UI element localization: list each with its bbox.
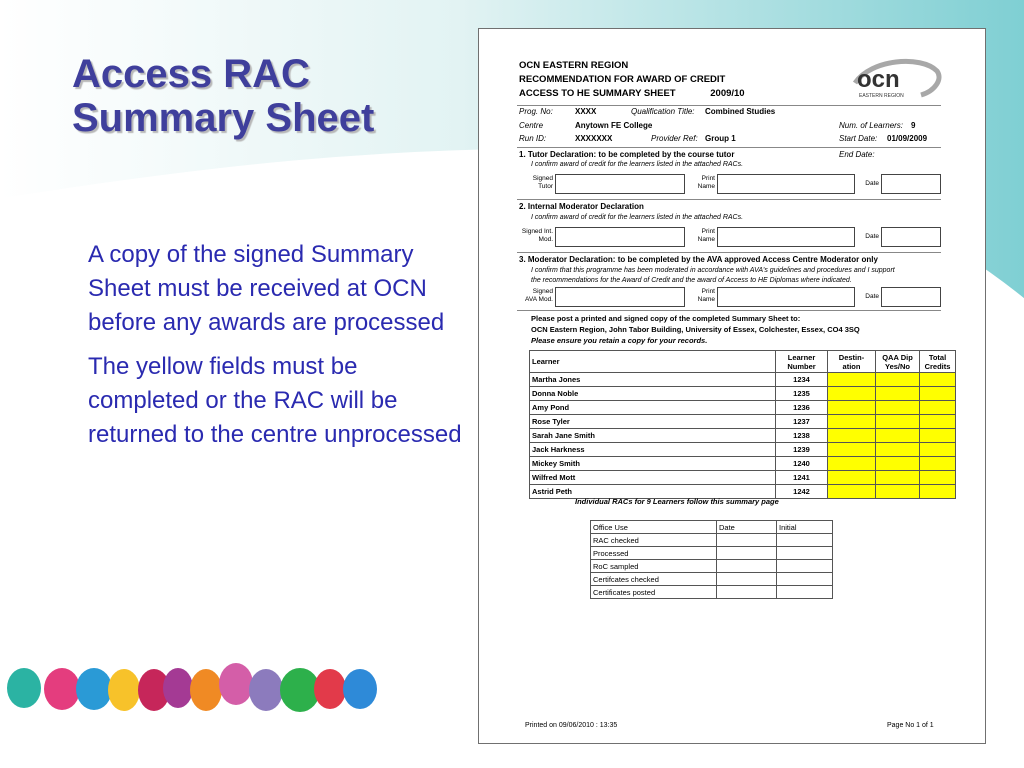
learner-row: [530, 415, 956, 429]
destination-field[interactable]: [828, 429, 876, 443]
office-date-field[interactable]: [717, 586, 777, 599]
office-initial-field[interactable]: [777, 547, 833, 560]
qaa-dip-field[interactable]: [876, 429, 920, 443]
learner-row: [530, 471, 956, 485]
section-3-divider: [517, 310, 941, 311]
section-2-title: 2. Internal Moderator Declaration: [519, 202, 644, 211]
section-3-note-line-1: I confirm that this programme has been moderated in accordance with AVA's guidelines and procedures and I support: [531, 267, 895, 274]
s3-date-label: Date: [865, 293, 879, 300]
learner-row: [530, 373, 956, 387]
centre-label: Centre: [519, 121, 544, 130]
office-use-table: [590, 520, 833, 599]
qual-title-label: Qualification Title:: [631, 107, 695, 116]
qaa-dip-field[interactable]: [876, 415, 920, 429]
prog-no-value: XXXX: [575, 107, 597, 116]
office-initial-field[interactable]: [777, 534, 833, 547]
section-2-note: I confirm award of credit for the learners listed in the attached RACs.: [531, 214, 744, 221]
logo-subtext: EASTERN REGION: [859, 93, 904, 99]
total-credits-field[interactable]: [920, 415, 956, 429]
qaa-dip-field[interactable]: [876, 401, 920, 415]
slide-body: [88, 238, 468, 462]
internal-moderator-name-field[interactable]: [717, 227, 855, 247]
col-office-use: Office Use: [591, 521, 717, 534]
s3-name-label: Name: [697, 296, 715, 303]
blob-8: [219, 663, 253, 705]
qaa-dip-field[interactable]: [876, 485, 920, 499]
header-line-2: RECOMMENDATION FOR AWARD OF CREDIT: [519, 74, 726, 85]
printed-on: Printed on 09/06/2010 : 13:35: [525, 722, 618, 729]
learner-name: Astrid Peth: [530, 485, 776, 499]
start-date-label: Start Date:: [839, 134, 878, 143]
office-table-header: [591, 521, 833, 534]
slide-title: [72, 52, 452, 140]
destination-field[interactable]: [828, 471, 876, 485]
office-row: [591, 586, 833, 599]
decorative-blobs: [4, 660, 384, 720]
office-item: RoC sampled: [591, 560, 717, 573]
document-header: [519, 59, 745, 101]
s2-signed-label: Signed Int.: [521, 228, 553, 235]
total-credits-field[interactable]: [920, 471, 956, 485]
learner-row: [530, 387, 956, 401]
learner-number: 1236: [776, 401, 828, 415]
s1-print-label: Print: [701, 175, 715, 182]
start-date-value: 01/09/2009: [887, 134, 928, 143]
num-learners-label: Num. of Learners:: [839, 121, 904, 130]
header-year: 2009/10: [710, 88, 745, 99]
ava-moderator-name-field[interactable]: [717, 287, 855, 307]
col-total-credits: Total Credits: [920, 351, 956, 373]
s1-name-label: Name: [697, 183, 715, 190]
s2-name-label: Name: [697, 236, 715, 243]
learner-name: Mickey Smith: [530, 457, 776, 471]
post-line-1: Please post a printed and signed copy of the completed Summary Sheet to:: [531, 314, 801, 323]
total-credits-field[interactable]: [920, 373, 956, 387]
office-item: Processed: [591, 547, 717, 560]
col-destination: Destin- ation: [828, 351, 876, 373]
office-item: Certifcates checked: [591, 573, 717, 586]
section-1-title: 1. Tutor Declaration: to be completed by the course tutor: [519, 150, 735, 159]
learner-name: Jack Harkness: [530, 443, 776, 457]
s1-signed-label: Signed: [532, 175, 553, 182]
internal-moderator-signature-field[interactable]: [555, 227, 685, 247]
learner-name: Donna Noble: [530, 387, 776, 401]
run-id-label: Run ID:: [519, 134, 547, 143]
blob-6: [163, 668, 193, 708]
learner-name: Amy Pond: [530, 401, 776, 415]
learner-row: [530, 457, 956, 471]
blob-11: [314, 669, 346, 709]
s2-print-label: Print: [701, 228, 715, 235]
centre-value: Anytown FE College: [575, 121, 653, 130]
learners-table-header: [530, 351, 956, 373]
office-row: [591, 573, 833, 586]
provider-ref-label: Provider Ref:: [651, 134, 698, 143]
end-date-label: End Date:: [839, 150, 875, 159]
office-date-field[interactable]: [717, 560, 777, 573]
internal-moderator-date-field[interactable]: [881, 227, 941, 247]
learner-row: [530, 443, 956, 457]
office-date-field[interactable]: [717, 547, 777, 560]
section-2-divider: [517, 252, 941, 253]
section-3-title: 3. Moderator Declaration: to be completed by the AVA approved Access Centre Moderator only: [519, 255, 878, 264]
page-number: Page No 1 of 1: [887, 722, 934, 729]
section-3-note-line-2: the recommendations for the Award of Credit and the award of Access to HE Diplomas where indicated.: [531, 277, 852, 284]
office-row: [591, 560, 833, 573]
body-paragraph-2: The yellow fields must be completed or the RAC will be returned to the centre unprocessed: [88, 353, 462, 448]
learner-number: 1235: [776, 387, 828, 401]
col-initial: Initial: [777, 521, 833, 534]
qaa-dip-field[interactable]: [876, 373, 920, 387]
ava-moderator-signature-field[interactable]: [555, 287, 685, 307]
col-learner: Learner: [530, 351, 776, 373]
s2-date-label: Date: [865, 233, 879, 240]
num-learners-value: 9: [911, 121, 916, 130]
s3-role-label: AVA Mod.: [525, 296, 553, 303]
prog-no-label: Prog. No:: [519, 107, 553, 116]
logo-text: ocn: [857, 66, 900, 93]
learner-name: Sarah Jane Smith: [530, 429, 776, 443]
total-credits-field[interactable]: [920, 457, 956, 471]
total-credits-field[interactable]: [920, 387, 956, 401]
tutor-name-field[interactable]: [717, 174, 855, 194]
title-line-1: Access RAC: [72, 52, 310, 96]
total-credits-field[interactable]: [920, 429, 956, 443]
learner-row: [530, 401, 956, 415]
learner-name: Rose Tyler: [530, 415, 776, 429]
ocn-logo: [851, 57, 943, 105]
total-credits-field[interactable]: [920, 485, 956, 499]
destination-field[interactable]: [828, 415, 876, 429]
tutor-signature-field[interactable]: [555, 174, 685, 194]
qaa-dip-field[interactable]: [876, 471, 920, 485]
s2-role-label: Mod.: [538, 236, 553, 243]
destination-field[interactable]: [828, 387, 876, 401]
learner-row: [530, 429, 956, 443]
learners-table: [529, 350, 956, 499]
blob-4: [108, 669, 140, 711]
destination-field[interactable]: [828, 373, 876, 387]
s1-role-label: Tutor: [538, 183, 553, 190]
office-row: [591, 547, 833, 560]
section-1-note: I confirm award of credit for the learners listed in the attached RACs.: [531, 161, 744, 168]
learner-number: 1242: [776, 485, 828, 499]
office-date-field[interactable]: [717, 573, 777, 586]
meta-divider: [517, 147, 941, 148]
col-qaa-dip: QAA Dip Yes/No: [876, 351, 920, 373]
destination-field[interactable]: [828, 457, 876, 471]
blob-9: [249, 669, 283, 711]
posting-instructions: [531, 313, 860, 346]
s3-signed-label: Signed: [532, 288, 553, 295]
destination-field[interactable]: [828, 485, 876, 499]
blob-7: [190, 669, 222, 711]
provider-ref-value: Group 1: [705, 134, 736, 143]
qaa-dip-field[interactable]: [876, 457, 920, 471]
office-item: Certificates posted: [591, 586, 717, 599]
run-id-value: XXXXXXX: [575, 134, 613, 143]
header-divider: [517, 105, 941, 106]
col-date: Date: [717, 521, 777, 534]
office-item: RAC checked: [591, 534, 717, 547]
blob-10: [280, 668, 320, 712]
qual-title-value: Combined Studies: [705, 107, 776, 116]
learner-number: 1239: [776, 443, 828, 457]
follow-note: Individual RACs for 9 Learners follow this summary page: [575, 497, 779, 506]
s3-print-label: Print: [701, 288, 715, 295]
learner-number: 1237: [776, 415, 828, 429]
summary-sheet-document: [478, 28, 986, 744]
learner-number: 1240: [776, 457, 828, 471]
body-paragraph-1: A copy of the signed Summary Sheet must be received at OCN before any awards are processed: [88, 241, 445, 336]
qaa-dip-field[interactable]: [876, 443, 920, 457]
learner-number: 1238: [776, 429, 828, 443]
total-credits-field[interactable]: [920, 443, 956, 457]
office-row: [591, 534, 833, 547]
destination-field[interactable]: [828, 443, 876, 457]
office-initial-field[interactable]: [777, 560, 833, 573]
blob-1: [7, 668, 41, 708]
header-line-1: OCN EASTERN REGION: [519, 60, 629, 71]
office-initial-field[interactable]: [777, 586, 833, 599]
section-1-divider: [517, 199, 941, 200]
learner-name: Martha Jones: [530, 373, 776, 387]
s1-date-label: Date: [865, 180, 879, 187]
tutor-date-field[interactable]: [881, 174, 941, 194]
office-initial-field[interactable]: [777, 573, 833, 586]
qaa-dip-field[interactable]: [876, 387, 920, 401]
blob-3: [76, 668, 112, 710]
blob-2: [44, 668, 80, 710]
office-date-field[interactable]: [717, 534, 777, 547]
post-line-2: OCN Eastern Region, John Tabor Building, University of Essex, Colchester, Essex, CO4 3SQ: [531, 325, 860, 334]
learner-name: Wilfred Mott: [530, 471, 776, 485]
learner-number: 1241: [776, 471, 828, 485]
col-learner-number: Learner Number: [776, 351, 828, 373]
header-line-3: ACCESS TO HE SUMMARY SHEET: [519, 88, 676, 99]
ava-moderator-date-field[interactable]: [881, 287, 941, 307]
blob-12: [343, 669, 377, 709]
total-credits-field[interactable]: [920, 401, 956, 415]
destination-field[interactable]: [828, 401, 876, 415]
learner-number: 1234: [776, 373, 828, 387]
title-line-2: Summary Sheet: [72, 96, 375, 140]
post-line-3: Please ensure you retain a copy for your records.: [531, 336, 708, 345]
